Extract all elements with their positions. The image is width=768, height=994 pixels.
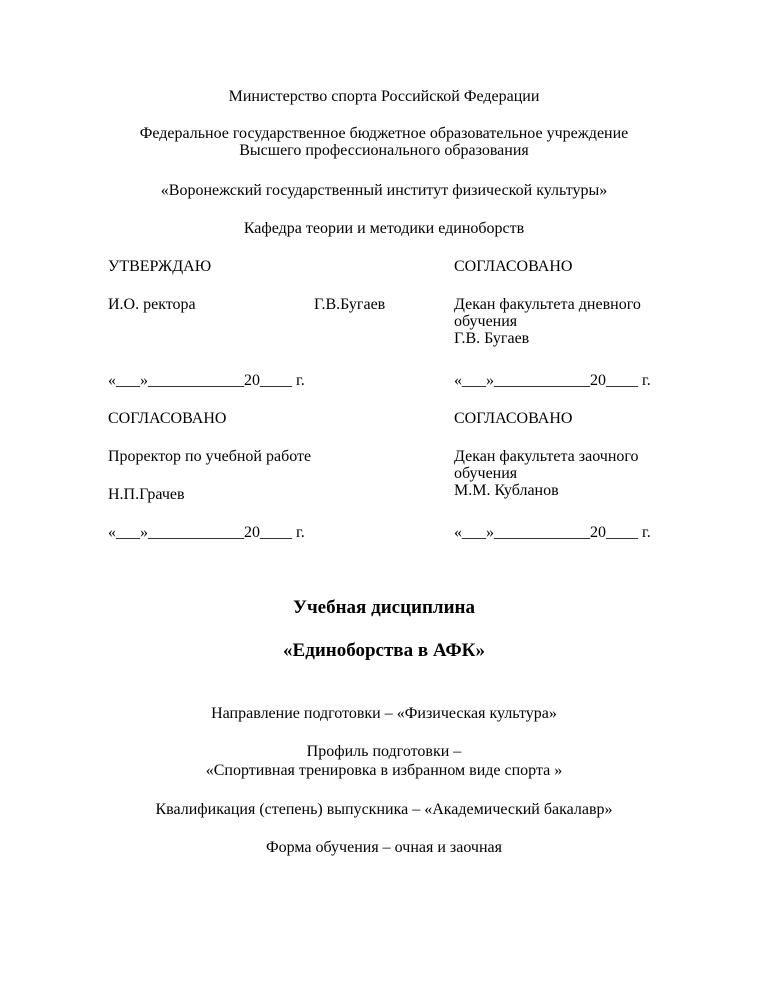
graduate-qualification: Квалификация (степень) выпускника – «Академический бакалавр» (155, 801, 613, 818)
training-direction: Направление подготовки – «Физическая культура» (211, 705, 557, 722)
approval-heading-left-bottom: СОГЛАСОВАНО (108, 410, 227, 427)
institution-type-line2: Высшего профессионального образования (239, 142, 529, 159)
institution-type-line1: Федеральное государственное бюджетное образовательное учреждение (139, 125, 629, 142)
discipline-name: «Единоборства в АФК» (283, 640, 485, 661)
approval-heading-left-top: УТВЕРЖДАЮ (108, 258, 212, 275)
ministry-name: Министерство спорта Российской Федерации (228, 88, 540, 105)
dean-day-position-line2: обучения (454, 313, 518, 330)
date-line-right-bottom: «___»____________20____ г. (454, 524, 651, 541)
dean-day-position-line1: Декан факультета дневного (454, 296, 641, 313)
vice-rector-position: Проректор по учебной работе (108, 448, 312, 465)
training-profile-line2: «Спортивная тренировка в избранном виде спорта » (205, 762, 563, 779)
date-line-left-bottom: «___»____________20____ г. (108, 524, 305, 541)
approval-heading-right-top: СОГЛАСОВАНО (454, 258, 573, 275)
dean-day-name: Г.В. Бугаев (454, 330, 530, 347)
discipline-label: Учебная дисциплина (293, 597, 475, 618)
date-line-left-top: «___»____________20____ г. (108, 372, 305, 389)
department-name: Кафедра теории и методики единоборств (243, 220, 525, 237)
dean-correspondence-position-line2: обучения (454, 465, 518, 482)
training-profile-line1: Профиль подготовки – (306, 743, 462, 760)
dean-day-block (454, 296, 641, 347)
dean-correspondence-name: М.М. Кубланов (454, 482, 559, 499)
study-form: Форма обучения – очная и заочная (266, 839, 502, 856)
approval-heading-right-bottom: СОГЛАСОВАНО (454, 410, 573, 427)
rector-name: Г.В.Бугаев (314, 296, 386, 313)
rector-position: И.О. ректора (108, 296, 196, 313)
institute-name: «Воронежский государственный институт физической культуры» (160, 182, 608, 199)
date-line-right-top: «___»____________20____ г. (454, 372, 651, 389)
dean-correspondence-block (454, 448, 639, 499)
vice-rector-name: Н.П.Грачев (108, 486, 185, 503)
dean-correspondence-position-line1: Декан факультета заочного (454, 448, 639, 465)
